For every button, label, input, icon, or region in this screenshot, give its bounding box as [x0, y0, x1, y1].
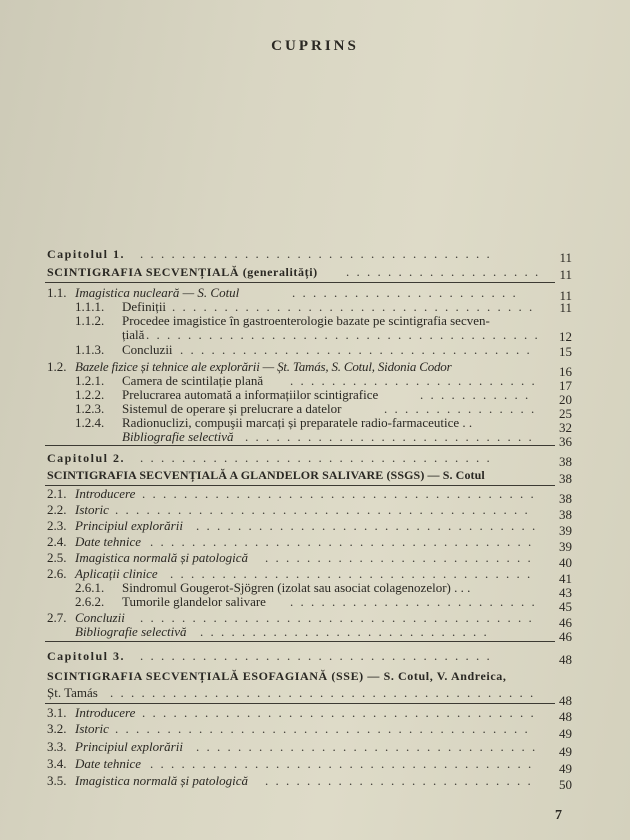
toc-page-number: 11 — [559, 250, 572, 265]
toc-page-number: 38 — [559, 507, 572, 522]
toc-entry-text: Bazele fizice și tehnice ale explorării — Șt. Tamás, S. Cotul, Sidonia Codor — [75, 359, 452, 374]
toc-page-number: 36 — [559, 434, 572, 449]
toc-page-number: 45 — [559, 599, 572, 614]
toc-leader: . . . . . . . . . . . . . . . . . . . — [346, 264, 541, 279]
toc-leader: . . . . . . . . . . . . . . . . . . . . . . . . . . . . . . . . . . . . . . — [142, 486, 536, 501]
toc-leader: . . . . . . . . . . . . . . . . . . . . . . . . . . . . . . . . . . . . . — [150, 534, 534, 549]
toc-leader: . . . . . . . . . . . . . . . . . . . . . . . . . . . . . . . . . . — [140, 246, 492, 261]
toc-page-number: 46 — [559, 615, 572, 630]
page-number: 7 — [555, 808, 562, 823]
divider — [45, 703, 555, 704]
toc-page-number: 16 — [559, 364, 572, 379]
toc-leader: . . . . . . . . . . . . . . . . . . . . . . . . . . . . . . . . . . — [140, 450, 492, 465]
toc-leader: . . . . . . . . . . . . . . . . . . . . . . . . . . . . . . . . . . . — [172, 299, 535, 314]
toc-entry-text: SCINTIGRAFIA SECVENȚIALĂ ESOFAGIANĂ (SSE) — S. Cotul, V. Andreica, — [47, 669, 507, 683]
toc-entry-text: Principiul explorării — [75, 739, 183, 754]
toc-leader: . . . . . . . . . . . . . . . . . . . . . . . . . . . . . . . . . . . . . . — [142, 705, 536, 720]
toc-leader: . . . . . . . . . . . . . . . . . . . . . . . . . . . . . . . . . . . . . . — [140, 610, 534, 625]
toc-entry-text: Concluzii — [75, 610, 125, 625]
toc-entry-text: Capitolul 1. — [47, 247, 126, 261]
toc-entry-number: 2.6.1. — [75, 580, 105, 595]
toc-page-number: 38 — [559, 471, 572, 486]
toc-entry-text: Tumorile glandelor salivare — [122, 594, 266, 609]
toc-entry-text: Șt. Tamás — [47, 685, 98, 700]
toc-entry-text: Imagistica normală și patologică — [75, 773, 248, 788]
toc-entry-text: Definiții — [122, 299, 167, 314]
toc-entry-number: 1.2.4. — [75, 415, 105, 430]
toc-leader: . . . . . . . . . . . . . . . . . . . . . . . . . . . . . . . . . . . . . — [150, 756, 534, 771]
toc-entry-text: Bibliografie selectivă — [122, 429, 234, 444]
toc-entry-text: Principiul explorării — [75, 518, 183, 533]
toc-page-number: 25 — [559, 406, 572, 421]
toc-entry-number: 3.3. — [47, 739, 67, 754]
toc-page-number: 12 — [559, 329, 572, 344]
toc-leader: . . . . . . . . . . . . . . . . . . . . . . . . . . . . . . . . . . — [180, 342, 532, 357]
toc-entry-number: 1.2.3. — [75, 401, 105, 416]
toc-leader: . . . . . . . . . . . . . . . . . . . . . . . . . . — [265, 550, 533, 565]
toc-entry-text: Imagistica normală și patologică — [75, 550, 248, 565]
toc-page-number: 11 — [559, 300, 572, 315]
toc-page-number: 49 — [559, 744, 572, 759]
toc-page-number: 48 — [559, 693, 572, 708]
toc-entry-text: Capitolul 2. — [47, 451, 126, 465]
toc-page-number: 38 — [559, 491, 572, 506]
toc-entry-number: 2.5. — [47, 550, 67, 565]
divider — [45, 445, 555, 446]
toc-page-number: 40 — [559, 555, 572, 570]
toc-entry-number: 1.2.2. — [75, 387, 105, 402]
toc-leader: . . . . . . . . . . . . . . . . . . . . . . . . . . . . . . . . . — [196, 518, 538, 533]
toc-entry-text: Sindromul Gougerot-Sjögren (izolat sau asociat colagenozelor) . . . — [122, 580, 471, 595]
toc-entry-number: 3.5. — [47, 773, 67, 788]
toc-entry-number: 1.2.1. — [75, 373, 105, 388]
toc-entry-number: 2.6.2. — [75, 594, 105, 609]
toc-entry-text: Prelucrarea automată a informațiilor scintigrafice — [122, 387, 379, 402]
toc-entry-number: 1.1.1. — [75, 299, 105, 314]
toc-entry-number: 3.2. — [47, 721, 67, 736]
toc-page-number: 20 — [559, 392, 572, 407]
toc-entry-text: SCINTIGRAFIA SECVENȚIALĂ (generalități) — [47, 265, 318, 279]
toc-entry-text: SCINTIGRAFIA SECVENȚIALĂ A GLANDELOR SALIVARE (SSGS) — S. Cotul — [47, 468, 485, 482]
toc-entry-number: 2.4. — [47, 534, 67, 549]
toc-entry-text: Introducere — [75, 486, 136, 501]
toc-entry-number: 3.4. — [47, 756, 67, 771]
toc-leader: . . . . . . . . . . . . . . . . . . . . . . — [292, 285, 518, 300]
toc-entry-text: Camera de scintilație plană — [122, 373, 264, 388]
toc-page-number: 11 — [559, 267, 572, 282]
toc-page-number: 49 — [559, 761, 572, 776]
toc-entry-number: 2.3. — [47, 518, 67, 533]
toc-page-number: 50 — [559, 777, 572, 792]
toc-page-number: 11 — [559, 288, 572, 303]
toc-page-number: 43 — [559, 585, 572, 600]
divider — [45, 641, 555, 642]
toc-page-number: 15 — [559, 344, 572, 359]
toc-entry-number: 2.1. — [47, 486, 67, 501]
toc-entry-number: 1.1.3. — [75, 342, 105, 357]
toc-page-number: 41 — [559, 571, 572, 586]
toc-leader: . . . . . . . . . . . . . . . . . . . . . . . . . . — [265, 773, 533, 788]
toc-entry-text: Date tehnice — [75, 534, 142, 549]
toc-entry-text: Radionuclizi, compuşii marcați și preparatele radio-farmaceutice . . — [122, 415, 473, 430]
toc-leader: . . . . . . . . . . . . . . . . . . . . . . . . . . . . . . . . . . . . . . . . — [115, 502, 530, 517]
toc-page-number: 48 — [559, 652, 572, 667]
toc-leader: . . . . . . . . . . . . . . . . . . . . . . . . . . . . — [200, 624, 489, 639]
toc-entry-text: Concluzii — [122, 342, 173, 357]
toc-entry-text: Aplicații clinice — [75, 566, 158, 581]
toc-entry-number: 2.2. — [47, 502, 67, 517]
toc-leader: . . . . . . . . . . . — [420, 387, 531, 402]
toc-entry-text: Bibliografie selectivă — [75, 624, 187, 639]
toc-leader: . . . . . . . . . . . . . . . . . . . . . . . . — [290, 594, 537, 609]
toc-entry-text: Introducere — [75, 705, 136, 720]
page-title: CUPRINS — [271, 38, 359, 54]
toc-leader: . . . . . . . . . . . . . . . — [384, 401, 537, 416]
toc-entry-number: 1.1.2. — [75, 313, 105, 328]
toc-leader: . . . . . . . . . . . . . . . . . . . . . . . . . . . . . . . . . . — [140, 648, 492, 663]
divider — [45, 282, 555, 283]
toc-page-number: 32 — [559, 420, 572, 435]
toc-leader: . . . . . . . . . . . . . . . . . . . . . . . . . . . . . . . . . . . . . . — [146, 327, 540, 342]
toc-entry-number: 3.1. — [47, 705, 67, 720]
toc-page-number: 46 — [559, 629, 572, 644]
toc-leader: . . . . . . . . . . . . . . . . . . . . . . . . . . . . . . . . . . . . . . . . — [115, 721, 530, 736]
toc-leader: . . . . . . . . . . . . . . . . . . . . . . . . — [290, 373, 537, 388]
toc-entry-text: Date tehnice — [75, 756, 142, 771]
toc-page-number: 48 — [559, 709, 572, 724]
toc-page-number: 49 — [559, 726, 572, 741]
toc-entry-number: 2.6. — [47, 566, 67, 581]
toc-entry-text: Imagistica nucleară — S. Cotul — [75, 285, 240, 300]
toc-leader: . . . . . . . . . . . . . . . . . . . . . . . . . . . . . . . . . . . . . . . . . — [110, 685, 536, 700]
toc-page-number: 38 — [559, 454, 572, 469]
toc-leader: . . . . . . . . . . . . . . . . . . . . . . . . . . . . . . . . . . . — [170, 566, 533, 581]
toc-entry-text: Capitolul 3. — [47, 649, 126, 663]
toc-entry-text: Sistemul de operare și prelucrare a datelor — [122, 401, 342, 416]
toc-entry-text: Procedee imagistice în gastroenterologie bazate pe scintigrafia secven- — [122, 313, 490, 328]
toc-entry-number: 2.7. — [47, 610, 67, 625]
toc-page-number: 17 — [559, 378, 572, 393]
toc-entry-text: Istoric — [75, 721, 109, 736]
toc-entry-text: Istoric — [75, 502, 109, 517]
toc-entry-text: țială — [122, 327, 145, 342]
toc-entry-number: 1.2. — [47, 359, 67, 374]
toc-leader: . . . . . . . . . . . . . . . . . . . . . . . . . . . . . . . . . — [196, 739, 538, 754]
toc-entry-number: 1.1. — [47, 285, 67, 300]
toc-page-number: 39 — [559, 539, 572, 554]
toc-leader: . . . . . . . . . . . . . . . . . . . . . . . . . . . . — [245, 429, 534, 444]
toc-page-number: 39 — [559, 523, 572, 538]
